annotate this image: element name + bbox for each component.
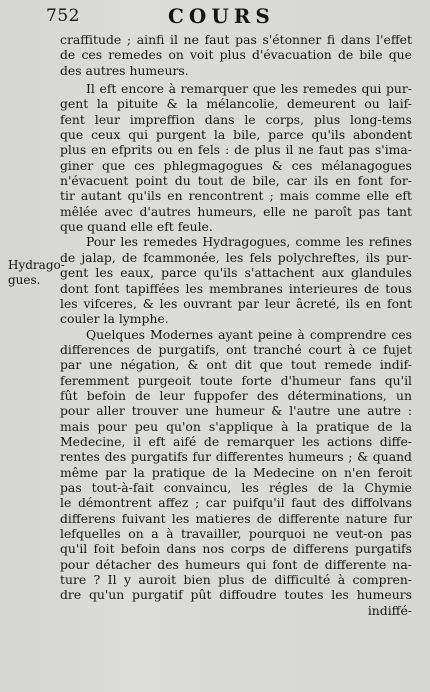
text-line: Quelques Modernes ayant peine à comprendre ces <box>86 326 412 342</box>
page-header <box>0 4 430 30</box>
text-line: dont font tapiffées les membranes interieures de tous <box>60 280 412 296</box>
text-line: lefquelles on a à travailler, pourquoi ne veut-on pas <box>60 526 412 541</box>
text-line: gent la pituite & la mélancolie, demeurent ou laif- <box>60 96 412 112</box>
text-line: indiffé- <box>367 602 412 618</box>
text-line: couler la lymphe. <box>60 311 169 327</box>
text-line: pour aller trouver une humeur & l'autre une autre : <box>60 403 412 419</box>
text-line: que quand elle eft feule. <box>60 219 213 235</box>
text-line: mêlée avec d'autres humeurs, elle ne paroît pas tant <box>60 203 412 219</box>
text-line: qu'il foit befoin dans nos corps de differens purgatifs <box>60 541 412 557</box>
page-number: 752 <box>46 6 80 26</box>
text-line: differences de purgatifs, ont tranché court à ce fujet <box>60 341 412 357</box>
text-line: tir autant qu'ils en rencontrent ; mais comme elle eft <box>60 188 412 204</box>
text-line: craffitude ; ainfi il ne faut pas s'étonner fi dans l'effet <box>60 32 412 47</box>
text-line: mais pour peu qu'on s'applique à la pratique de la <box>60 418 412 434</box>
text-line: n'évacuent point du tout de bile, car ils en font for- <box>60 173 412 189</box>
text-line: giner que ces phlegmagogues & ces mélanagogues <box>60 157 412 173</box>
text-line: ture ? Il y auroit bien plus de difficulté à compren- <box>60 572 412 588</box>
text-line: Medecine, il eft aifé de remarquer les actions diffe- <box>60 433 412 449</box>
text-line: feremment purgeoit toute forte d'humeur fans qu'il <box>60 372 412 388</box>
text-line: pas tout-à-fait convaincu, les régles de la Chymie <box>60 479 412 495</box>
text-line: des autres humeurs. <box>60 62 189 78</box>
text-line: fent leur impreffion dans le corps, plus long-tems <box>60 111 412 127</box>
paragraph-continuation <box>60 32 412 78</box>
text-line: differens fuivant les matieres de differente nature fur <box>60 510 412 526</box>
running-title: COURS <box>168 4 275 28</box>
margin-note-line: Hydrago- <box>8 258 65 272</box>
text-line: Il eft encore à remarquer que les remedes qui pur- <box>86 81 412 97</box>
text-line: plus en efprits ou en fels : de plus il ne faut pas s'ima- <box>60 142 412 158</box>
text-line: par une négation, & ont dit que tout remede indif- <box>60 357 412 373</box>
text-line: fût befoin de leur fuppofer des déterminations, un <box>60 387 412 403</box>
paragraph-bile <box>60 81 412 234</box>
paragraph-hydragogues <box>60 234 412 326</box>
text-line: rentes des purgatifs fur differentes humeurs ; & quand <box>60 449 412 465</box>
body-text <box>60 32 412 618</box>
text-line: les vifceres, & les ouvrant par leur âcreté, ils en font <box>60 295 412 311</box>
text-line: que ceux qui purgent la bile, parce qu'ils abondent <box>60 127 412 143</box>
text-line: dre qu'un purgatif pût diffoudre toutes les humeurs <box>60 587 412 603</box>
text-line: le démontrent affez ; car puifqu'il faut des diffolvans <box>60 495 412 511</box>
margin-note-line: gues. <box>8 272 41 287</box>
text-line: de jalap, de fcammonée, les fels polychreftes, ils pur- <box>60 249 412 265</box>
text-line: Pour les remedes Hydragogues, comme les refines <box>86 234 412 250</box>
text-line: même par la pratique de la Medecine on n'en feroit <box>60 464 412 480</box>
margin-note <box>8 258 65 287</box>
text-line: pour détacher des humeurs qui font de differente na- <box>60 556 412 572</box>
text-line: gent les eaux, parce qu'ils s'attachent aux glandules <box>60 265 412 281</box>
text-line: de ces remedes on voit plus d'évacuation de bile que <box>60 47 412 63</box>
paragraph-modernes <box>60 327 412 619</box>
